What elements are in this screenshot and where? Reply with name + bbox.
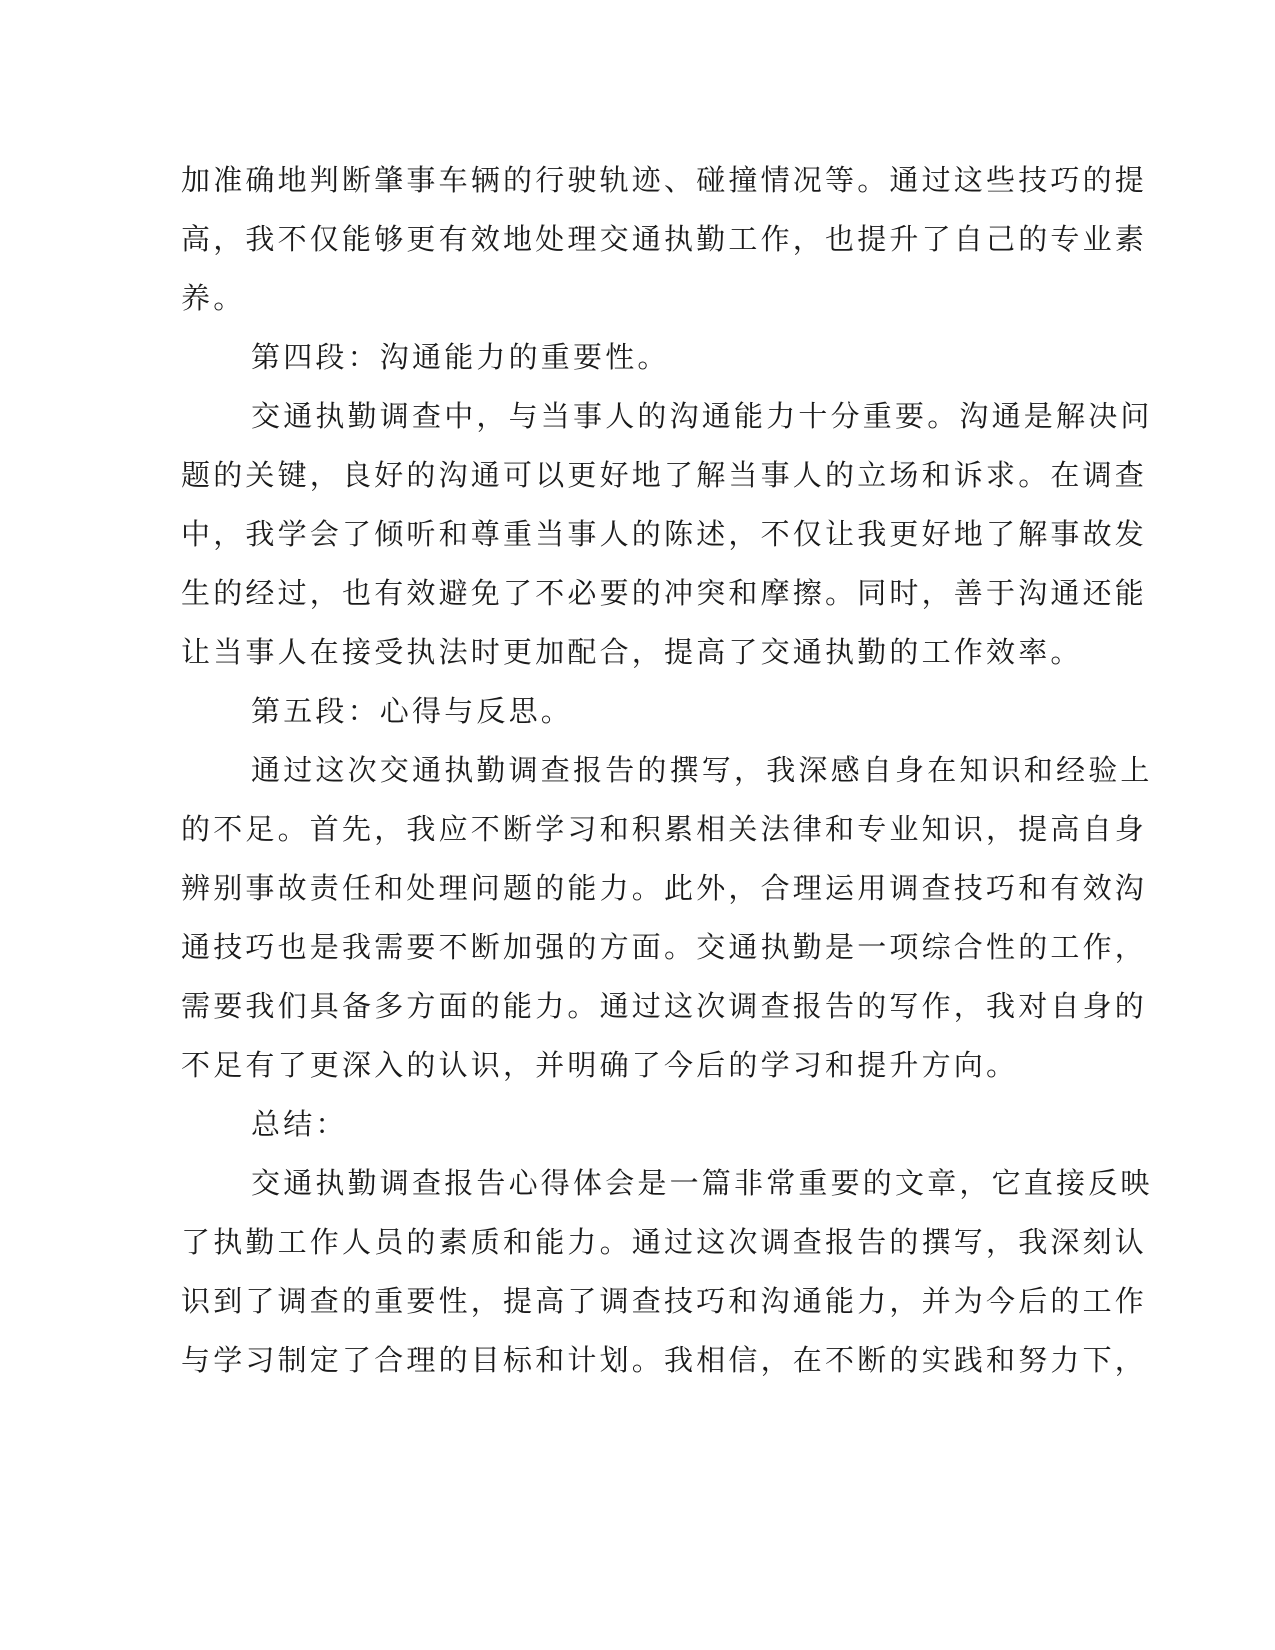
text-line: 交通执勤调查报告心得体会是一篇非常重要的文章，它直接反映 bbox=[251, 1166, 1153, 1200]
text-line: 了执勤工作人员的素质和能力。通过这次调查报告的撰写，我深刻认 bbox=[181, 1225, 1148, 1259]
text-line: 生的经过，也有效避免了不必要的冲突和摩擦。同时，善于沟通还能 bbox=[181, 576, 1148, 610]
text-line: 通技巧也是我需要不断加强的方面。交通执勤是一项综合性的工作， bbox=[181, 930, 1148, 964]
text-line: 中，我学会了倾听和尊重当事人的陈述，不仅让我更好地了解事故发 bbox=[181, 517, 1148, 551]
section-heading: 总结： bbox=[251, 1107, 348, 1141]
text-line: 养。 bbox=[181, 281, 246, 315]
text-line: 识到了调查的重要性，提高了调查技巧和沟通能力，并为今后的工作 bbox=[181, 1284, 1148, 1318]
text-line: 与学习制定了合理的目标和计划。我相信，在不断的实践和努力下， bbox=[181, 1343, 1148, 1377]
section-heading: 第五段：心得与反思。 bbox=[251, 694, 574, 728]
text-line: 通过这次交通执勤调查报告的撰写，我深感自身在知识和经验上 bbox=[251, 753, 1153, 787]
text-line: 不足有了更深入的认识，并明确了今后的学习和提升方向。 bbox=[181, 1048, 1019, 1082]
text-line: 的不足。首先，我应不断学习和积累相关法律和专业知识，提高自身 bbox=[181, 812, 1148, 846]
text-line: 交通执勤调查中，与当事人的沟通能力十分重要。沟通是解决问 bbox=[251, 399, 1153, 433]
text-line: 加准确地判断肇事车辆的行驶轨迹、碰撞情况等。通过这些技巧的提 bbox=[181, 163, 1148, 197]
text-line: 题的关键，良好的沟通可以更好地了解当事人的立场和诉求。在调查 bbox=[181, 458, 1148, 492]
text-line: 需要我们具备多方面的能力。通过这次调查报告的写作，我对自身的 bbox=[181, 989, 1148, 1023]
text-line: 辨别事故责任和处理问题的能力。此外，合理运用调查技巧和有效沟 bbox=[181, 871, 1148, 905]
section-heading: 第四段：沟通能力的重要性。 bbox=[251, 340, 670, 374]
text-line: 让当事人在接受执法时更加配合，提高了交通执勤的工作效率。 bbox=[181, 635, 1083, 669]
text-line: 高，我不仅能够更有效地处理交通执勤工作，也提升了自己的专业素 bbox=[181, 222, 1148, 256]
